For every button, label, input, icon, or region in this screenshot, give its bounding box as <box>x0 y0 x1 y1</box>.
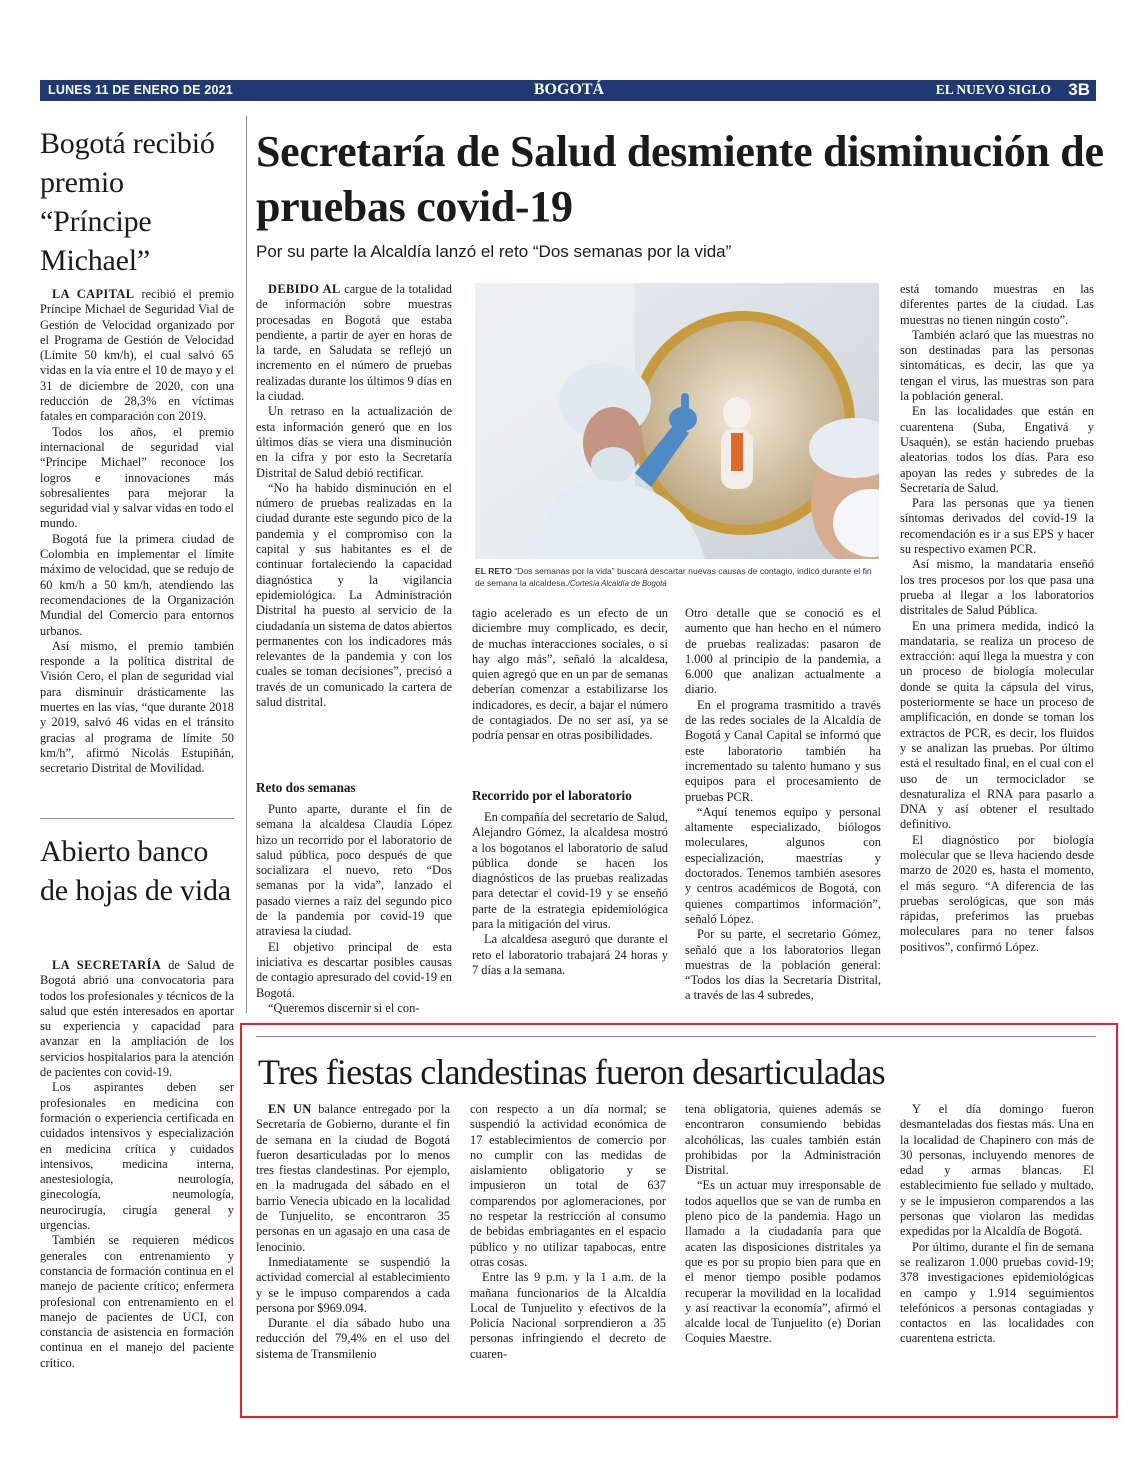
box-story-paragraph: tena obligatoria, quienes además se encontraron consumiendo bebidas alcohólicas, las cuales también están prohibidas por la Administración Distrital. <box>685 1102 881 1178</box>
box-story-column-4 <box>900 1102 1094 1392</box>
main-story-paragraph: En una primera medida, indicó la mandataria, se realiza un proceso de extracción: aquí llega la muestra y con un proceso de biología molecular donde se quita la cápsula del virus, posteriormente se hace un proceso de amplificación, en donde se toman los extractos de PCR, es decir, los fluidos y se analizan las pruebas. Por último está el resultado final, en el cual con el uso de un termociclador se desnaturaliza el RNA para pasarlo a DNA y así obtener el resultado definitivo. <box>900 618 1094 832</box>
sidebar-story1-paragraph: LA CAPITAL recibió el premio Príncipe Michael de Seguridad Vial de Gestión de Velocidad organizado por el Programa de Gestión de Velocidad (Límite 50 km/h), el cual salvó 65 vidas en la vía entre el 10 de mayo y el 31 de diciembre de 2020, con una reducción de 28,3% en víctimas fatales en comparación con 2019. <box>40 287 234 424</box>
main-story-paragraph: En el programa trasmitido a través de las redes sociales de la Alcaldía de Bogotá y Canal Capital se informó que este laboratorio también ha incrementado su talento humano y sus equipos para el procesamiento de pruebas PCR. <box>685 697 881 804</box>
box-story-lead-in: EN UN <box>268 1102 312 1116</box>
box-story-paragraph: Inmediatamente se suspendió la actividad comercial al establecimiento y se le impuso comparendos a cada persona por $969.094. <box>256 1254 450 1315</box>
main-story-paragraph: El diagnóstico por biología molecular que se lleva haciendo desde marzo de 2020 es, hasta el momento, el más seguro. “A diferencia de las pruebas serológicas, que son más rápidas, preferimos las pruebas moleculares para no tener falsos positivos”, confirmó López. <box>900 832 1094 954</box>
lab-photo-illustration <box>475 283 879 559</box>
box-story-headline: Tres fiestas clandestinas fueron desarticuladas <box>258 1052 885 1092</box>
main-story-column-1b <box>256 772 452 1018</box>
main-story-paragraph: “No ha habido disminución en el número de pruebas realizadas en la ciudad durante este segundo pico de la pandemia y el compromiso con la capital y sus habitantes es el de continuar fortaleciendo la capacidad diagnóstica y la vigilancia epidemiológica. La Administración Distrital ha puesto al servicio de la ciudadanía un sistema de datos abiertos permanentes con los indicadores más relevantes de la pandemia y con los cuales se toman decisiones”, precisó a través de un comunicado la cartera de salud distrital. <box>256 480 452 710</box>
main-story-paragraph: Así mismo, la mandataria enseñó los tres procesos por los que pasa una prueba al llegar a los laboratorios distritales de Salud Pública. <box>900 557 1094 618</box>
sidebar-story2-paragraph: También se requieren médicos generales con entrenamiento y constancia de formación continua en el manejo de paciente crítico; enfermera profesional con entrenamiento en el manejo de pacientes de UCI, con constancia de asistencia en formación continua en el manejo del paciente crítico. <box>40 1233 234 1370</box>
main-story-paragraph: La alcaldesa aseguró que durante el reto el laboratorio trabajará 24 horas y 7 días a la semana. <box>472 932 668 977</box>
main-story-column-3 <box>685 606 881 1018</box>
box-story-paragraph: Por último, durante el fin de semana se realizaron 1.000 pruebas covid-19; 378 investigaciones epidemiológicas en campo y 1.914 seguimientos telefónicos a personas contagiadas y contactos en las localidades con cuarentena estricta. <box>900 1239 1094 1346</box>
box-story-paragraph: “Es un actuar muy irresponsable de todos aquellos que se van de rumba en pleno pico de la pandemia. Hago un llamado a la ciudadanía para que acaten las disposiciones distritales ya que es por su propio bien para que en el menor tiempo posible podamos recuperar la movilidad en la localidad y así reactivar la economía”, afirmó el alcalde local de Tunjuelito (e) Dorian Coquies Maestre. <box>685 1178 881 1346</box>
photo-caption-text: “Dos semanas por la vida” buscará descartar nuevas causas de contagio, indicó durante el fin de semana la alcaldesa. <box>475 566 872 588</box>
main-story-paragraph: Para las personas que ya tienen síntomas derivados del covid-19 la recomendación es ir a sus EPS y hacer su respectivo examen PCR. <box>900 496 1094 557</box>
newspaper-name: EL NUEVO SIGLO <box>935 82 1051 97</box>
sidebar-story2-paragraph: LA SECRETARÍA de Salud de Bogotá abrió una convocatoria para todos los profesionales y técnicos de la salud que estén interesados en aportar su experiencia y capacidad para avanzar en la ampliación de los servicios hospitalarios para la atención de pacientes con covid-19. <box>40 958 234 1080</box>
main-story-deck: Por su parte la Alcaldía lanzó el reto “Dos semanas por la vida” <box>256 242 732 261</box>
main-story-paragraph: Por su parte, el secretario Gómez, señaló que a los laboratorios llegan muestras de la población general: “Todos los días la Secretaría Distrital, a través de las 4 subredes, <box>685 927 881 1003</box>
main-story-subhead-reto: Reto dos semanas <box>256 780 356 795</box>
main-story-paragraph: En compañía del secretario de Salud, Alejandro Gómez, la alcaldesa mostró a los bogotanos el laboratorio de salud pública donde se hacen los diagnósticos de las pruebas realizadas para detectar el covid-19 y se enseñó parte de la estrategia epidemiológica para la mitigación del virus. <box>472 810 668 932</box>
sidebar-story1-paragraph: Todos los años, el premio internacional de seguridad vial “Príncipe Michael” reconoce los logros e innovaciones más sobresalientes para mejorar la seguridad vial y salvar vidas en todo el mundo. <box>40 424 234 531</box>
box-story-column-2 <box>470 1102 666 1392</box>
lab-photo <box>475 283 879 559</box>
box-top-rule <box>256 1036 1096 1037</box>
main-story-paragraph: Punto aparte, durante el fin de semana la alcaldesa Claudia López hizo un recorrido por el laboratorio de salud pública, poco después de que socializara el nuevo, reto “Dos semanas por la vida”, lanzado el pasado viernes a raíz del segundo pico de la pandemia por covid-19 que atraviesa la ciudad. <box>256 802 452 939</box>
sidebar-vertical-rule <box>246 116 247 1013</box>
sidebar-story2-body <box>40 958 234 1388</box>
main-story-column-4 <box>900 282 1094 1018</box>
main-story-column-2 <box>472 606 668 782</box>
sidebar-story1-body <box>40 287 234 807</box>
main-story-paragraph: DEBIDO AL cargue de la totalidad de información sobre muestras procesadas en Bogotá que estaba pendiente, a partir de ayer en horas de la tarde, en Saludata se reflejó un incremento en el número de pruebas realizadas durante los últimos 9 días en la ciudad. <box>256 282 452 404</box>
main-story-paragraph: En las localidades que están en cuarentena (Suba, Engativá y Usaquén), se están haciendo pruebas aleatorias todos los días. Para eso apoyan las redes y subredes de la Secretaría de Salud. <box>900 404 1094 495</box>
main-story-paragraph: “Queremos discernir si el con- <box>268 1000 420 1015</box>
section-name: BOGOTÁ <box>533 81 605 98</box>
box-story-column-1 <box>256 1102 450 1392</box>
issue-date: LUNES 11 DE ENERO DE 2021 <box>48 83 233 97</box>
main-story-paragraph: También aclaró que las muestras no son destinadas para las personas sintomáticas, es decir, las que ya tengan el virus, las muestras son para la población general. <box>900 327 1094 404</box>
main-story-paragraph: está tomando muestras en las diferentes partes de la ciudad. Las muestras no tienen ningún costo”. <box>900 282 1094 327</box>
sidebar-story2-lead-in: LA SECRETARÍA <box>52 958 162 972</box>
box-story-paragraph: Durante el día sábado hubo una reducción del 79,4% en el uso del sistema de Transmilenio <box>256 1316 450 1361</box>
sidebar-divider <box>40 818 234 819</box>
page-header-bar <box>40 80 1096 101</box>
box-story-paragraph: EN UN balance entregado por la Secretaría de Gobierno, durante el fin de semana en la ciudad de Bogotá fueron desarticuladas por lo menos tres fiestas clandestinas. Por ejemplo, en la madrugada del sábado en el barrio Venecia ubicado en la localidad de Tunjuelito, se encontraron 35 personas en un agasajo en una casa de lenocinio. <box>256 1102 450 1254</box>
photo-caption-label: EL RETO <box>475 566 512 576</box>
photo-credit: /Cortesía Alcaldía de Bogotá <box>567 579 667 588</box>
sidebar-story1-headline: Bogotá recibió premio “Príncipe Michael” <box>40 127 215 277</box>
sidebar-story1-paragraph: Así mismo, el premio también responde a la política distrital de Visión Cero, el plan de seguridad vial para disminuir drásticamente las muertes en las vías, “que durante 2018 y 2019, salvó 46 vidas en el tránsito gracias al programa de límite 50 km/h”, afirmó Nicolás Estupiñán, secretario Distrital de Movilidad. <box>40 638 234 776</box>
sidebar-story1-paragraph: Bogotá fue la primera ciudad de Colombia en implementar el límite máximo de velocidad, que se redujo de 60 km/h a 50 km/h, atendiendo las recomendaciones de la Organización Mundial del Comercio para entornos urbanos. <box>40 531 234 638</box>
box-story-column-3 <box>685 1102 881 1392</box>
sidebar-story1-lead-in: LA CAPITAL <box>52 287 135 301</box>
main-story-paragraph: Un retraso en la actualización de esta información generó que en los últimos días se viera una disminución en la cifra y por esto la Secretaría Distrital de Salud debió rectificar. <box>256 404 452 480</box>
box-story-paragraph: Y el día domingo fueron desmanteladas dos fiestas más. Una en la localidad de Chapinero con más de 30 personas, incluyendo menores de edad y armas blancas. El establecimiento fue sellado y multado, y se le impusieron comparendos a las personas que violaron las medidas expedidas por la Alcaldía de Bogotá. <box>900 1102 1094 1239</box>
main-story-lead-in: DEBIDO AL <box>268 282 341 296</box>
main-story-headline: Secretaría de Salud desmiente disminución de pruebas covid-19 <box>256 127 1104 231</box>
box-story-paragraph: Entre las 9 p.m. y la 1 a.m. de la mañana funcionarios de la Alcaldía Local de Tunjuelito y efectivos de la Policía Nacional sorprendieron a 35 personas infringiendo el decreto de cuaren- <box>470 1270 666 1361</box>
sidebar-story2-headline: Abierto banco de hojas de vida <box>40 835 231 907</box>
main-story-paragraph: Otro detalle que se conoció es el aumento que han hecho en el número de pruebas realizadas: pasaron de 1.000 al principio de la pandemia, a 6.000 que analizan actualmente a diario. <box>685 606 881 697</box>
main-story-column-1 <box>256 282 452 760</box>
main-story-paragraph: El objetivo principal de esta iniciativa es descartar posibles causas de contagio apresurado del covid-19 en Bogotá. <box>256 939 452 1000</box>
main-story-subhead-recorrido: Recorrido por el laboratorio <box>472 788 632 803</box>
main-story-column-2b <box>472 786 668 1018</box>
main-story-paragraph: tagio acelerado es un efecto de un diciembre muy complicado, es decir, de muchas interacciones sociales, o si hay algo más”, señaló la alcaldesa, quien agregó que en un par de semanas deberían comenzar a estabilizarse los indicadores, es decir, a bajar el número de contagiados. De no ser así, ya se podría pensar en otras posibilidades. <box>472 606 668 743</box>
box-story-paragraph: con respecto a un día normal; se suspendió la actividad económica de 17 establecimientos de comercio por no cumplir con las medidas de aislamiento obligatorio y se impusieron un total de 637 comparendos por aglomeraciones, por no respetar la restricción al consumo de bebidas embriagantes en el espacio público y no utilizar tapabocas, entre otras cosas. <box>470 1102 666 1269</box>
main-story-paragraph: “Aquí tenemos equipo y personal altamente especializado, biólogos moleculares, algunos con especialización, maestrías y doctorados. Tenemos también asesores y centros académicos de Bogotá, con quienes compartimos información”, señaló López. <box>685 804 881 926</box>
photo-caption <box>475 565 879 590</box>
page-number: 3B <box>1068 80 1090 99</box>
sidebar-story2-paragraph: Los aspirantes deben ser profesionales en medicina con formación o experiencia certificada en cuidados intensivos y especialización en medicina crítica y cuidados intensivos, medicina interna, anestesiología, neurología, ginecología, neumología, neurocirugía, cirugía general y urgencias. <box>40 1080 234 1233</box>
